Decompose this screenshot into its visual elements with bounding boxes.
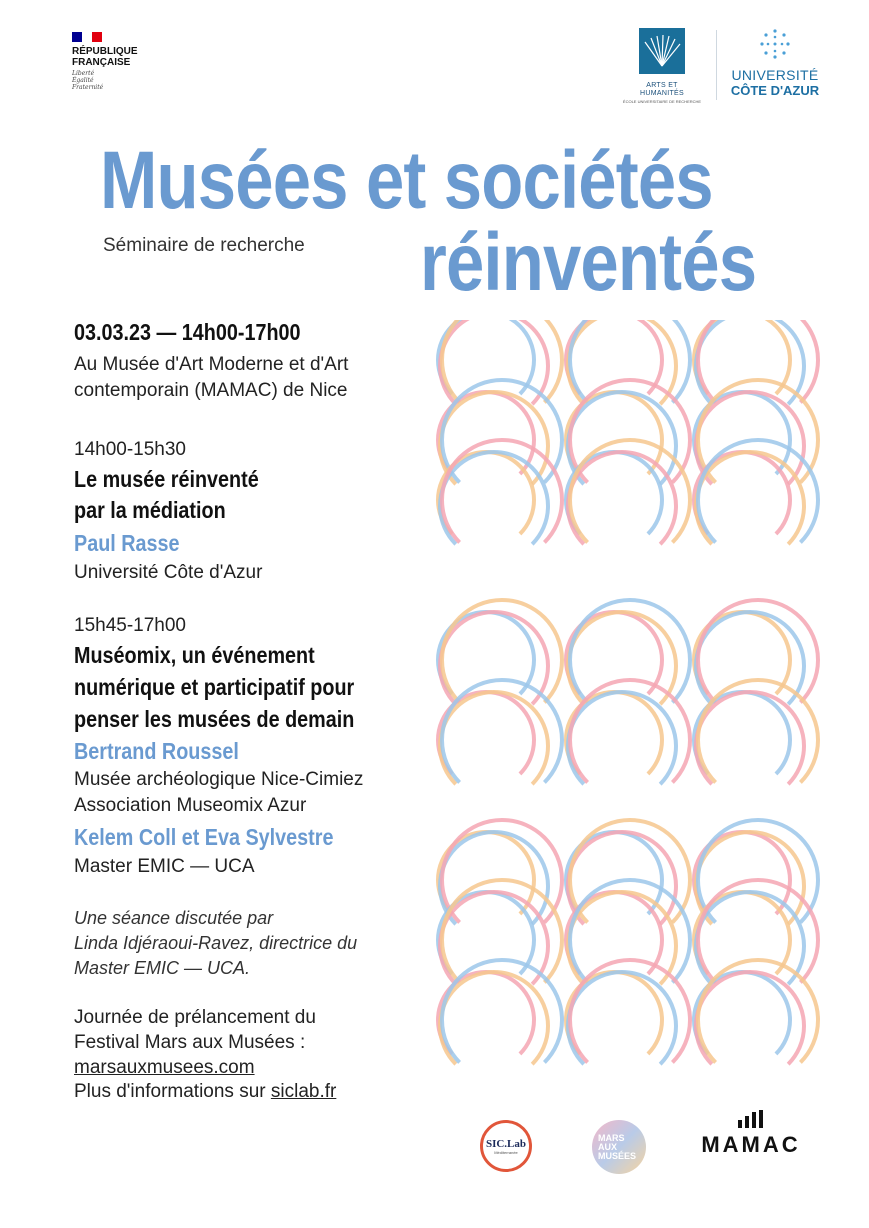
- session2-affiliation1-line1: Musée archéologique Nice-Cimiez: [74, 769, 364, 790]
- arts-humanites-mark-icon: [639, 28, 685, 74]
- session2-speaker2: Kelem Coll et Eva Sylvestre: [74, 824, 334, 850]
- siclab-link[interactable]: siclab.fr: [270, 1081, 337, 1102]
- decorative-arc: [568, 692, 676, 784]
- venue-line1: Au Musée d'Art Moderne et d'Art: [74, 354, 349, 375]
- discussion-line2: Linda Idjéraoui-Ravez, directrice du: [74, 933, 358, 953]
- session2-title-line3: penser les musées de demain: [74, 706, 355, 732]
- session2-affiliation2: Master EMIC — UCA: [74, 856, 255, 877]
- page-title-line1: Musées et sociétés: [100, 135, 713, 226]
- decorative-arc: [440, 832, 548, 924]
- decorative-arc: [440, 692, 548, 784]
- siclab-logo-sub: Méditerranée: [494, 1149, 518, 1155]
- logo-divider: [716, 30, 717, 100]
- arts-humanites-subtitle: ÉCOLE UNIVERSITAIRE DE RECHERCHE: [622, 99, 702, 104]
- marsauxmusees-link[interactable]: marsauxmusees.com: [74, 1057, 255, 1078]
- discussion-line1: Une séance discutée par: [74, 908, 274, 928]
- session1-title-line2: par la médiation: [74, 497, 226, 523]
- session2-time: 15h45-17h00: [74, 615, 186, 636]
- decorative-arc: [440, 972, 548, 1064]
- mamac-logo-text: MAMAC: [701, 1132, 801, 1157]
- decorative-arc: [440, 452, 548, 544]
- session2-title-line2: numérique et participatif pour: [74, 674, 355, 700]
- decorative-arc: [696, 392, 804, 484]
- session2-affiliation1-line2: Association Museomix Azur: [74, 795, 307, 816]
- decorative-arc: [568, 452, 676, 544]
- arts-humanites-logo: [612, 28, 712, 104]
- mars-aux-musees-logo: MARS AUX MUSÉES: [592, 1120, 646, 1174]
- universite-cote-dazur-logo: [720, 28, 830, 98]
- footer-line4: Plus d'informations sur siclab.fr: [74, 1081, 337, 1102]
- decorative-arc: [696, 452, 804, 544]
- arts-humanites-name: ARTS ET HUMANITÉS: [640, 82, 684, 97]
- page-title-line2: réinventés: [420, 217, 757, 308]
- republique-francaise-logo: [72, 32, 162, 91]
- uca-dots-icon: [759, 28, 791, 60]
- event-datetime: 03.03.23 — 14h00-17h00: [74, 319, 301, 345]
- mamac-logo: [696, 1110, 806, 1158]
- decorative-arc: [568, 832, 676, 924]
- subtitle: Séminaire de recherche: [103, 235, 305, 256]
- french-flag-icon: [72, 32, 102, 42]
- uca-name-line2: CÔTE D'AZUR: [730, 83, 820, 98]
- venue-line2: contemporain (MAMAC) de Nice: [74, 380, 348, 401]
- discussion-line3: Master EMIC — UCA.: [74, 958, 251, 978]
- session1-title-line1: Le musée réinventé: [74, 466, 259, 492]
- decorative-arc: [696, 972, 804, 1064]
- session2-title-line1: Muséomix, un événement: [74, 642, 315, 668]
- session1-time: 14h00-15h30: [74, 439, 186, 460]
- session2-speaker1: Bertrand Roussel: [74, 738, 239, 764]
- siclab-logo-text: SIC.Lab: [485, 1137, 527, 1150]
- decorative-arc: [696, 832, 804, 924]
- decorative-arc: [568, 392, 676, 484]
- decorative-arc: [696, 692, 804, 784]
- republique-name: RÉPUBLIQUE FRANÇAISE: [72, 46, 138, 68]
- siclab-logo: [480, 1120, 532, 1172]
- decorative-arc: [568, 972, 676, 1064]
- session1-speaker: Paul Rasse: [74, 530, 180, 556]
- decorative-arc-pattern: [432, 320, 832, 1100]
- session1-affiliation: Université Côte d'Azur: [74, 562, 263, 583]
- decorative-arc: [440, 392, 548, 484]
- uca-name-line1: UNIVERSITÉ: [731, 67, 819, 83]
- republique-motto: Liberté Égalité Fraternité: [72, 70, 104, 91]
- footer-line2: Festival Mars aux Musées :: [74, 1032, 306, 1053]
- footer-line1: Journée de prélancement du: [74, 1007, 316, 1028]
- mamac-mark-icon: [736, 1110, 766, 1128]
